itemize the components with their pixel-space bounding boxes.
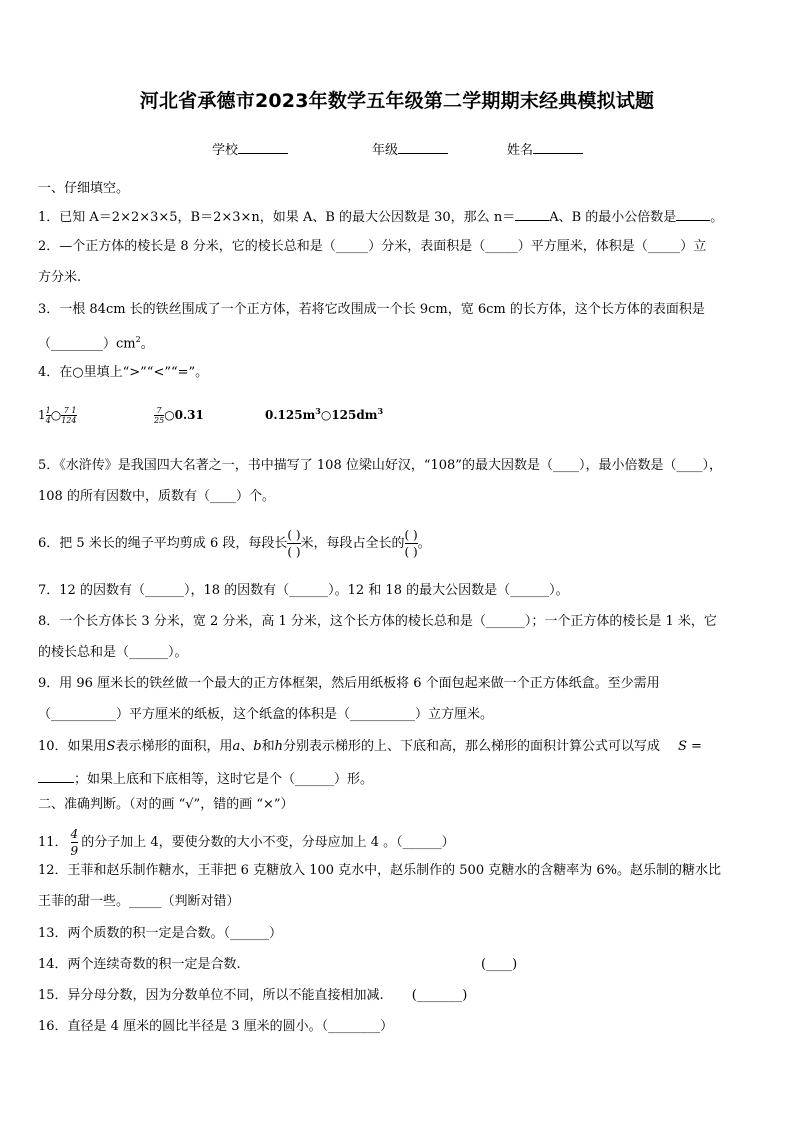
fraction: $\frac{1}{4}$ <box>71 406 77 425</box>
compare-circle[interactable]: ○ <box>50 408 62 422</box>
question-15: 15．异分母分数，因为分数单位不同，所以不能直接相加减. (_______) <box>38 988 468 1003</box>
answer-blank[interactable] <box>676 208 710 221</box>
question-9-line2: （__________）平方厘米的纸板，这个纸盒的体积是（__________）立方厘米。 <box>38 707 494 722</box>
question-3-line1: 3．一根 84cm 长的铁丝围成了一个正方体，若将它改围成一个长 9cm，宽 6cm 的长方体，这个长方体的表面积是 <box>38 302 705 317</box>
section-heading-fill-in: 一、仔细填空。 <box>38 181 130 196</box>
grade-field <box>372 139 448 158</box>
grade-blank[interactable] <box>398 140 448 154</box>
question-4: 4．在○里填上“>”“<”“=”。 <box>38 365 209 380</box>
question-2-line2: 方分米. <box>38 270 82 285</box>
question-1: 1．已知 A＝2×2×3×5，B＝2×3×n，如果 A、B 的最大公因数是 30，那么 n＝ A、B 的最小公倍数是 。 <box>38 210 724 225</box>
answer-paren[interactable]: (____) <box>481 957 518 972</box>
school-label: 学校 <box>212 143 239 158</box>
grade-label: 年级 <box>372 143 399 158</box>
question-4-item-1: 1 $\frac{1}{4}$ ○ $\frac{7}{12}$ $\frac{1}{4}$ <box>38 406 77 425</box>
school-blank[interactable] <box>238 140 288 154</box>
question-5-line2: 108 的所有因数中，质数有（____）个。 <box>38 489 275 504</box>
name-blank[interactable] <box>533 140 583 154</box>
fraction: $\frac{1}{4}$ <box>45 406 51 425</box>
school-field <box>212 139 288 158</box>
question-4-item-2: $\frac{7}{25}$ ○0.31 <box>154 406 204 425</box>
fraction: $\frac{7}{25}$ <box>154 406 165 425</box>
question-5-line1: 5．《水浒传》是我国四大名著之一，书中描写了 108 位梁山好汉，“108”的最大因数是（____），最小倍数是（____）， <box>38 458 722 473</box>
question-7: 7．12 的因数有（______），18 的因数有（______）。12 和 18 的最大公因数是（______）。 <box>38 583 569 598</box>
question-3-line2: $(\_\_\_\_\_\_\_\_)cm^2$。 <box>38 335 154 352</box>
answer-blank[interactable] <box>515 208 549 221</box>
exam-title: 河北省承德市2023年数学五年级第二学期期末经典模拟试题 <box>139 90 655 112</box>
answer-paren[interactable]: (_______) <box>411 988 468 1003</box>
name-label: 姓名 <box>507 143 534 158</box>
fraction: $\frac{4}{9}$ <box>70 827 79 858</box>
question-2-line1: 2．—个正方体的棱长是 8 分米，它的棱长总和是（_____）分米，表面积是（_____）平方厘米，体积是（_____）立 <box>38 239 707 254</box>
fraction: $\frac{7}{12}$ <box>61 406 72 425</box>
student-info-fields <box>0 139 794 159</box>
section-heading-true-false: 二、准确判断。（对的画 “√”，错的画 “×”） <box>38 797 294 812</box>
question-12-line2: 王菲的甜一些。_____（判断对错） <box>38 894 240 909</box>
question-13: 13．两个质数的积一定是合数。（______） <box>38 926 283 941</box>
fraction-answer-blank[interactable]: $\frac{( )}{( )}$ <box>404 528 418 559</box>
answer-blank[interactable] <box>38 770 74 783</box>
question-10-line2: ；如果上底和下底相等，这时它是个（______）形。 <box>38 770 373 788</box>
question-6: 6．把 5 米长的绳子平均剪成 6 段，每段长 $\frac{( )}{( )}$ 米，每段占全长的 $\frac{( )}{( )}$ 。 <box>38 528 431 559</box>
question-4-item-3: $0.125m^3○125dm^3$ <box>265 406 384 422</box>
question-16: 16．直径是 4 厘米的圆比半径是 3 厘米的圆小。（________） <box>38 1019 394 1034</box>
question-12-line1: 12．王菲和赵乐制作糖水，王菲把 6 克糖放入 100 克水中，赵乐制作的 500 克糖水的含糖率为 6%。赵乐制的糖水比 <box>38 863 721 878</box>
question-10-line1: 10．如果用S表示梯形的面积，用a、b和h分别表示梯形的上、下底和高，那么梯形的面积计算公式可以写成 S = <box>38 739 702 754</box>
question-9-line1: 9．用 96 厘米长的铁丝做一个最大的正方体框架，然后用纸板将 6 个面包起来做一个正方体纸盒。至少需用 <box>38 676 660 691</box>
fraction-answer-blank[interactable]: $\frac{( )}{( )}$ <box>287 528 301 559</box>
name-field <box>507 139 583 158</box>
question-14: 14．两个连续奇数的积一定是合数. (____) <box>38 957 518 972</box>
question-8-line2: 的棱长总和是（______）。 <box>38 645 188 660</box>
question-11: 11． $\frac{4}{9}$ 的分子加上 4，要使分数的大小不变，分母应加上 4 。（______） <box>38 827 455 858</box>
question-8-line1: 8．一个长方体长 3 分米，宽 2 分米，高 1 分米，这个长方体的棱长总和是（______）；一个正方体的棱长是 1 米，它 <box>38 614 717 629</box>
